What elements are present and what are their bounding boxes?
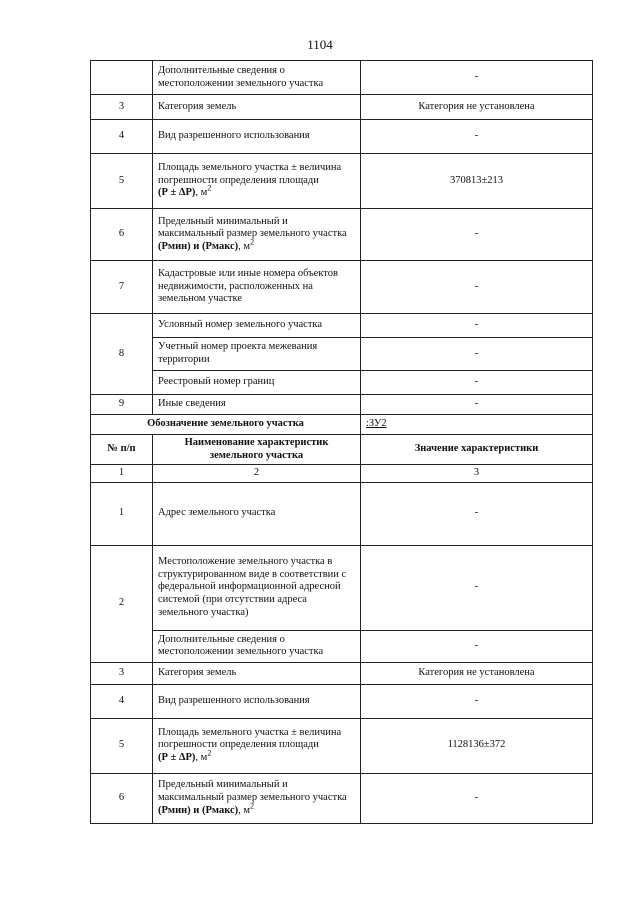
designation-label: Обозначение земельного участка xyxy=(91,415,361,435)
characteristic-name: Категория земель xyxy=(153,662,361,684)
characteristic-name: Вид разрешенного использования xyxy=(153,684,361,718)
characteristic-name: Иные сведения xyxy=(153,395,361,415)
table-row xyxy=(91,314,593,338)
formula-text: (Р ± ΔР) xyxy=(158,187,196,199)
land-plot-table xyxy=(90,60,593,824)
table-row xyxy=(91,718,593,773)
name-text: Предельный минимальный и максимальный размер земельного участка xyxy=(158,215,347,240)
characteristic-value: 370813±213 xyxy=(361,154,593,209)
characteristic-value: - xyxy=(361,684,593,718)
unit-superscript: 2 xyxy=(250,237,255,247)
column-number: 1 xyxy=(91,465,153,483)
table-row xyxy=(91,662,593,684)
characteristic-value: - xyxy=(361,261,593,314)
table-row xyxy=(91,545,593,630)
designation-code: :ЗУ2 xyxy=(366,418,387,430)
row-number: 6 xyxy=(91,209,153,261)
column-number-row xyxy=(91,465,593,483)
column-number: 3 xyxy=(361,465,593,483)
characteristic-name: Адрес земельного участка xyxy=(153,482,361,545)
formula-text: (Рмин) и (Рмакс) xyxy=(158,240,239,252)
name-text: Площадь земельного участка ± величина погрешности определения площади xyxy=(158,162,342,186)
designation-row xyxy=(91,415,593,435)
characteristic-name xyxy=(153,209,361,261)
table-row xyxy=(91,773,593,823)
table-row xyxy=(91,371,593,395)
table-row xyxy=(91,61,593,95)
characteristic-value: - xyxy=(361,482,593,545)
table-row xyxy=(91,338,593,371)
characteristic-name xyxy=(153,718,361,773)
header-num: № п/п xyxy=(91,435,153,465)
characteristic-name: Вид разрешенного использования xyxy=(153,120,361,154)
name-text: Площадь земельного участка ± величина погрешности определения площади xyxy=(158,726,342,751)
characteristic-name: Дополнительные сведения о местоположении земельного участка xyxy=(153,61,361,95)
header-row xyxy=(91,435,593,465)
characteristic-value: 1128136±372 xyxy=(361,718,593,773)
row-number: 9 xyxy=(91,395,153,415)
formula-text: (Р ± ΔР) xyxy=(158,752,196,764)
characteristic-name: Учетный номер проекта межевания территории xyxy=(153,338,361,371)
characteristic-value: - xyxy=(361,209,593,261)
table-row xyxy=(91,482,593,545)
row-number: 3 xyxy=(91,95,153,120)
table-row xyxy=(91,95,593,120)
unit-text: , м xyxy=(195,187,208,199)
row-number: 4 xyxy=(91,120,153,154)
table-row xyxy=(91,120,593,154)
column-number: 2 xyxy=(153,465,361,483)
unit-text: , м xyxy=(238,240,251,252)
unit-superscript: 2 xyxy=(207,183,212,193)
characteristic-value: - xyxy=(361,120,593,154)
characteristic-name xyxy=(153,154,361,209)
row-number: 5 xyxy=(91,718,153,773)
characteristic-value: - xyxy=(361,371,593,395)
characteristic-value: Категория не установлена xyxy=(361,95,593,120)
row-number xyxy=(91,61,153,95)
designation-value xyxy=(361,415,593,435)
header-name: Наименование характеристик земельного участка xyxy=(153,435,361,465)
characteristic-name: Реестровый номер границ xyxy=(153,371,361,395)
row-number: 6 xyxy=(91,773,153,823)
row-number: 2 xyxy=(91,545,153,662)
table-row xyxy=(91,261,593,314)
header-value: Значение характеристики xyxy=(361,435,593,465)
row-number: 8 xyxy=(91,314,153,395)
row-number: 1 xyxy=(91,482,153,545)
row-number: 3 xyxy=(91,662,153,684)
characteristic-value: Категория не установлена xyxy=(361,662,593,684)
characteristic-value: - xyxy=(361,395,593,415)
characteristic-value: - xyxy=(361,338,593,371)
table-row xyxy=(91,684,593,718)
characteristic-name: Условный номер земельного участка xyxy=(153,314,361,338)
characteristic-name: Кадастровые или иные номера объектов недвижимости, расположенных на земельном участке xyxy=(153,261,361,314)
row-number: 4 xyxy=(91,684,153,718)
formula-text: (Рмин) и (Рмакс) xyxy=(158,804,239,816)
unit-text: , м xyxy=(238,804,251,816)
name-text: Предельный минимальный и максимальный размер земельного участка xyxy=(158,779,347,803)
table-row xyxy=(91,395,593,415)
characteristic-name xyxy=(153,773,361,823)
unit-text: , м xyxy=(195,752,208,764)
characteristic-value: - xyxy=(361,773,593,823)
table-row xyxy=(91,154,593,209)
row-number: 5 xyxy=(91,154,153,209)
row-number: 7 xyxy=(91,261,153,314)
page-number: 1104 xyxy=(307,37,333,52)
characteristic-value: - xyxy=(361,630,593,662)
unit-superscript: 2 xyxy=(250,801,255,811)
characteristic-value: - xyxy=(361,314,593,338)
characteristic-name: Местоположение земельного участка в структурированном виде в соответствии с федеральной информационной адресной системой (при отсутствии адреса земельного участка) xyxy=(153,545,361,630)
characteristic-value: - xyxy=(361,61,593,95)
characteristic-name: Категория земель xyxy=(153,95,361,120)
unit-superscript: 2 xyxy=(207,748,212,758)
table-row xyxy=(91,209,593,261)
table-row xyxy=(91,630,593,662)
characteristic-name: Дополнительные сведения о местоположении земельного участка xyxy=(153,630,361,662)
characteristic-value: - xyxy=(361,545,593,630)
